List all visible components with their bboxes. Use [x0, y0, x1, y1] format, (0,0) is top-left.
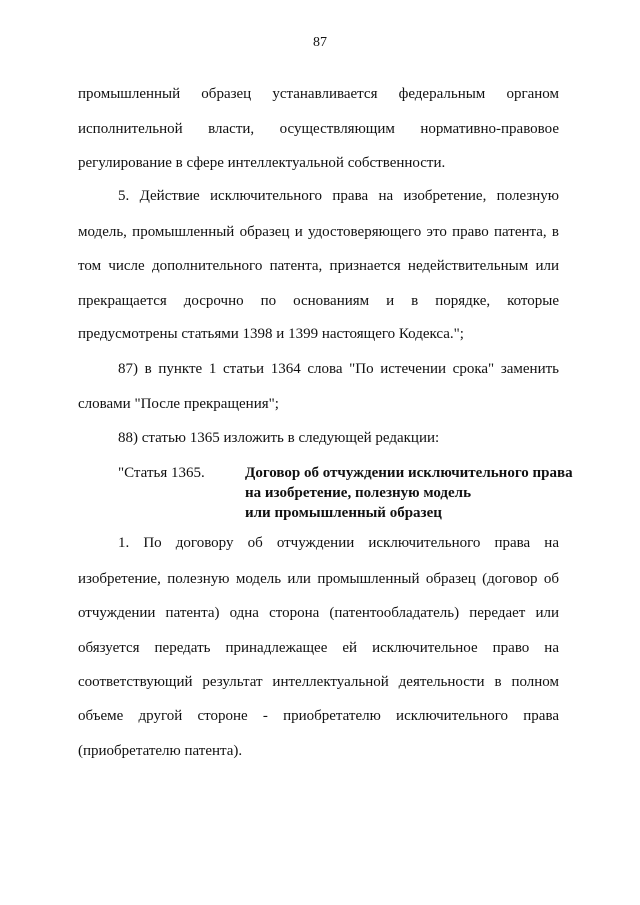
text-line: отчуждении патента) одна сторона (патентообладатель) передает или — [78, 605, 559, 621]
text-line: 88) статью 1365 изложить в следующей редакции: — [118, 430, 440, 446]
text-line: 87) в пункте 1 статьи 1364 слова "По истечении срока" заменить — [118, 361, 559, 377]
text-line: модель, промышленный образец и удостоверяющего это право патента, в — [78, 224, 559, 240]
article-heading-prefix: "Статья 1365. — [118, 465, 205, 481]
article-heading-title — [245, 463, 573, 523]
text-line: (приобретателю патента). — [78, 743, 243, 759]
text-line: обязуется передать принадлежащее ей исключительное право на — [78, 640, 559, 656]
text-line: 1. По договору об отчуждении исключительного права на — [118, 535, 559, 551]
text-line: исполнительной власти, осуществляющим нормативно-правовое — [78, 121, 559, 137]
article-heading-title-line: Договор об отчуждении исключительного права — [245, 465, 573, 481]
text-line: регулирование в сфере интеллектуальной собственности. — [78, 155, 446, 171]
text-line: изобретение, полезную модель или промышленный образец (договор об — [78, 571, 559, 587]
text-line: промышленный образец устанавливается федеральным органом — [78, 86, 559, 102]
article-heading-title-line: или промышленный образец — [245, 505, 442, 521]
text-line: соответствующий результат интеллектуальной деятельности в полном — [78, 674, 559, 690]
text-line: предусмотрены статьями 1398 и 1399 настоящего Кодекса."; — [78, 326, 464, 342]
page-number: 87 — [313, 35, 327, 50]
article-heading-title-line: на изобретение, полезную модель — [245, 485, 472, 501]
text-line: словами "После прекращения"; — [78, 396, 279, 412]
text-line: объеме другой стороне - приобретателю исключительного права — [78, 708, 559, 724]
text-line: том числе дополнительного патента, признается недействительным или — [78, 258, 559, 274]
text-line: прекращается досрочно по основаниям и в порядке, которые — [78, 293, 559, 309]
text-line: 5. Действие исключительного права на изобретение, полезную — [118, 188, 559, 204]
article-heading — [118, 463, 573, 525]
